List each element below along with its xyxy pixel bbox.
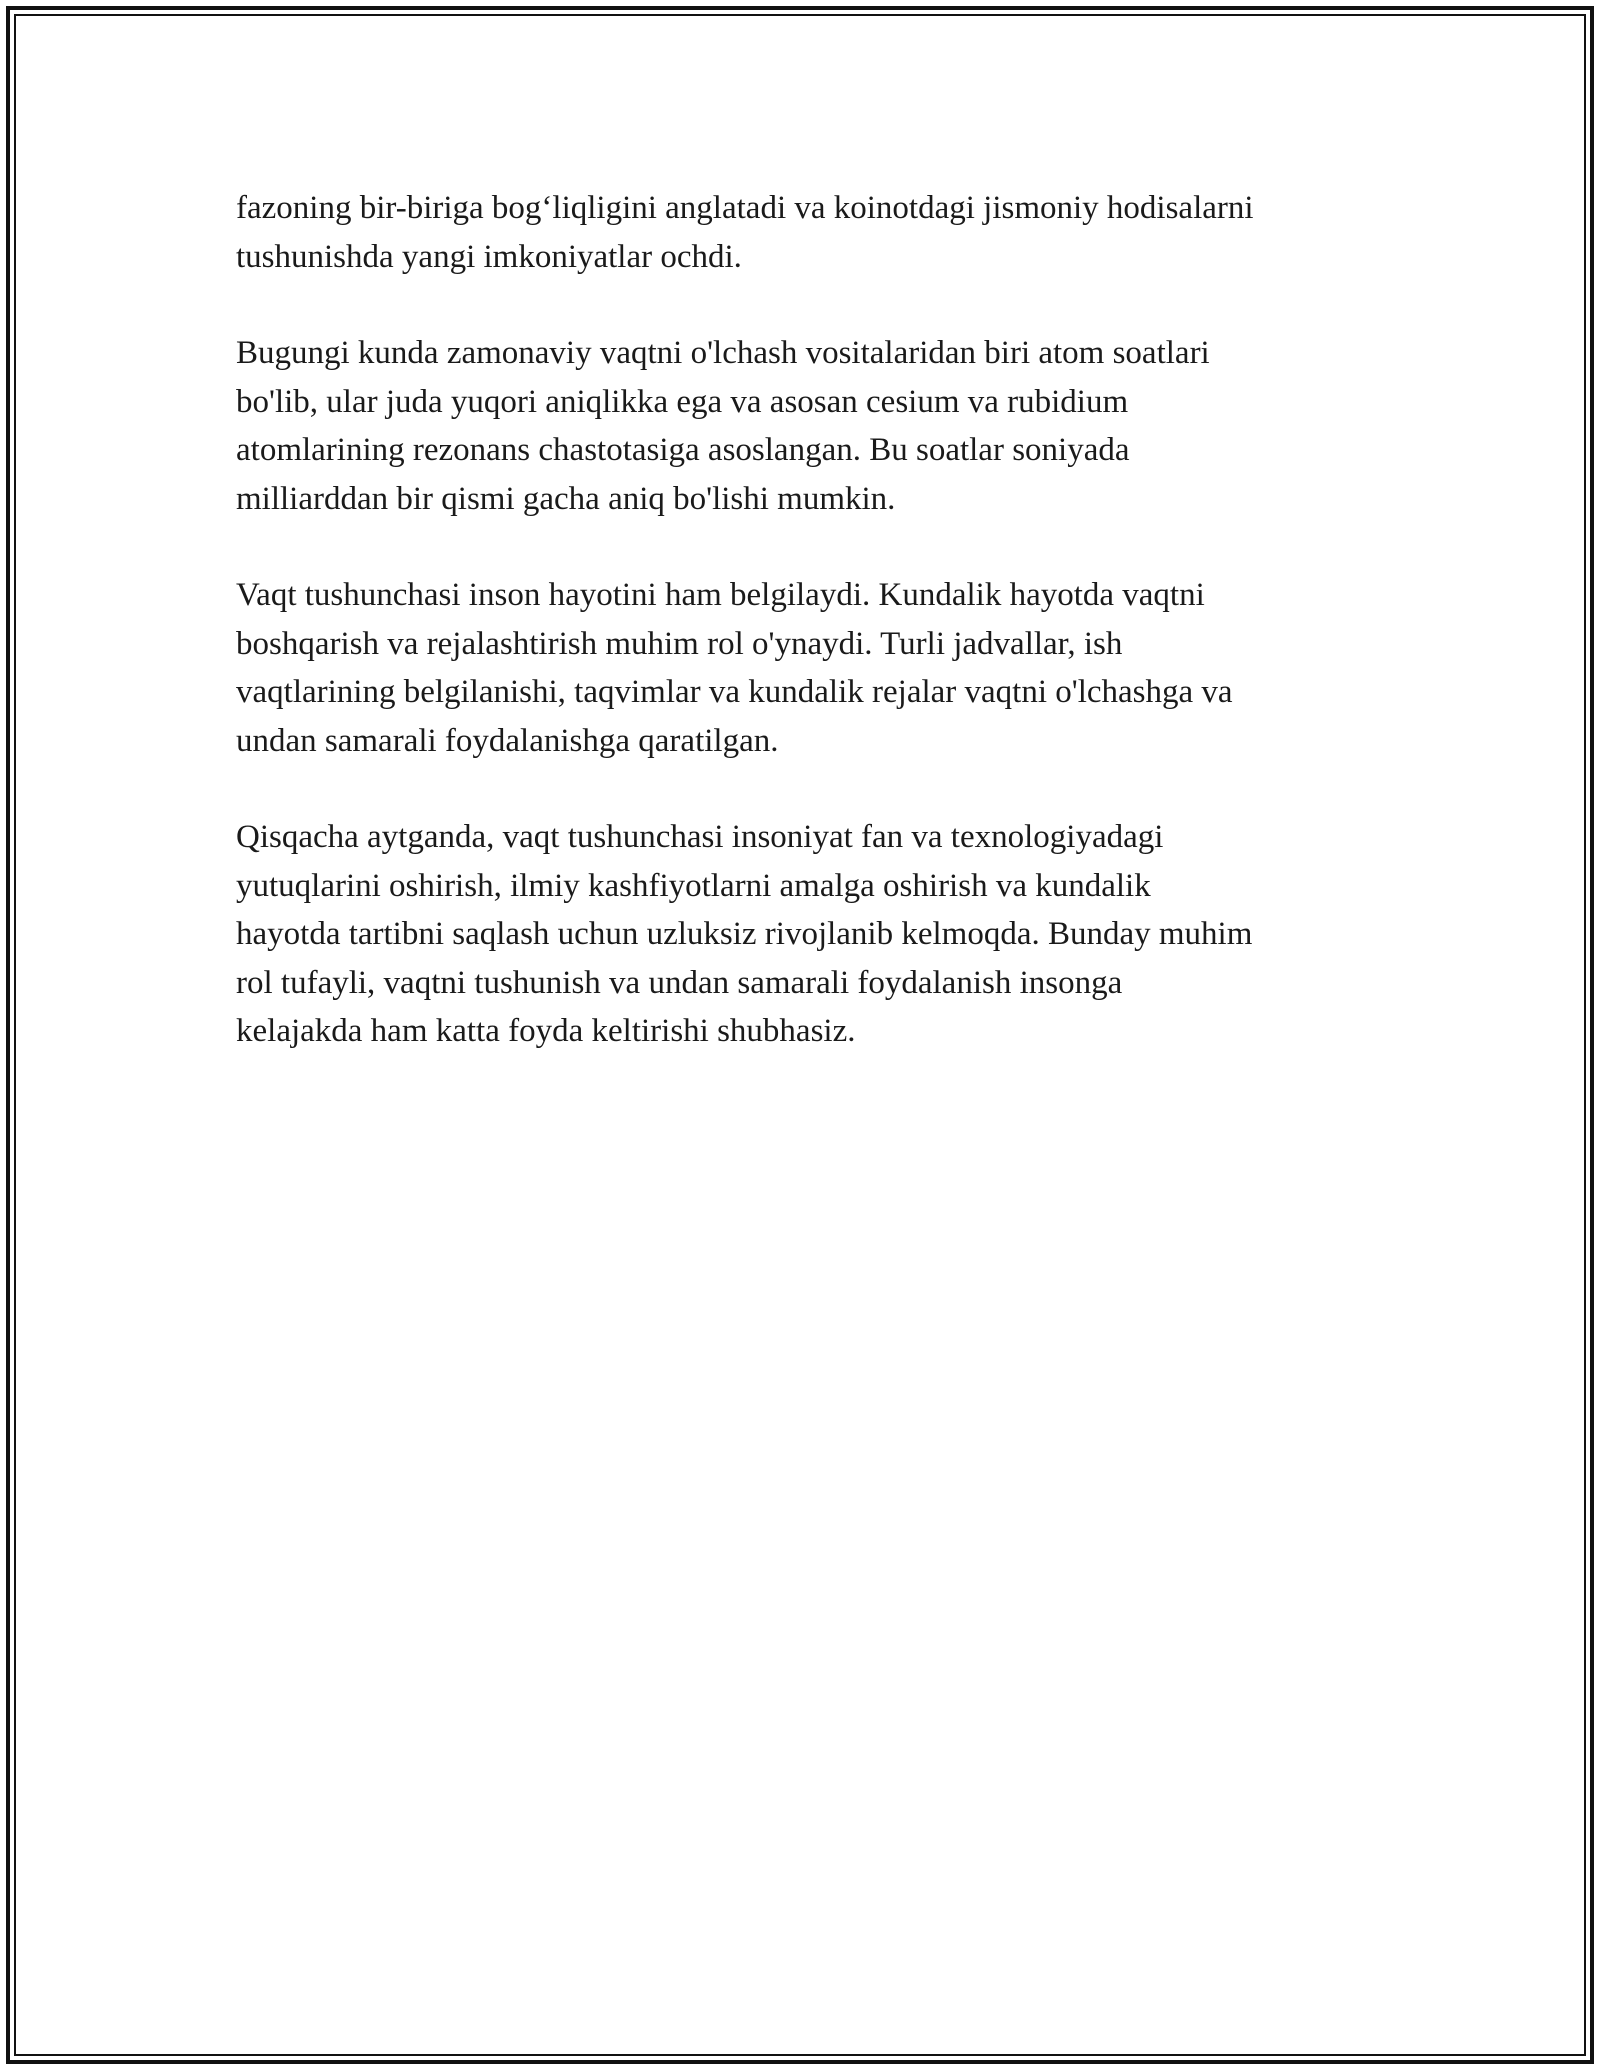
- text-line: Qisqacha aytganda, vaqt tushunchasi insoniyat fan va texnologiyadagi: [236, 819, 1164, 855]
- document-body: [236, 184, 1376, 1104]
- text-line: vaqtlarining belgilanishi, taqvimlar va kundalik rejalar vaqtni o'lchashga va: [236, 674, 1233, 710]
- paragraph: [236, 329, 1376, 523]
- paragraph: [236, 571, 1376, 765]
- paragraph: [236, 184, 1376, 281]
- text-line: bo'lib, ular juda yuqori aniqlikka ega va asosan cesium va rubidium: [236, 383, 1129, 420]
- text-line: boshqarish va rejalashtirish muhim rol o'ynaydi. Turli jadvallar, ish: [236, 625, 1123, 662]
- text-line: undan samarali foydalanishga qaratilgan.: [236, 722, 779, 759]
- text-line: atomlarining rezonans chastotasiga asoslangan. Bu soatlar soniyada: [236, 432, 1130, 468]
- text-line: fazoning bir-biriga bog‘liqligini anglatadi va koinotdagi jismoniy hodisalarni: [236, 190, 1254, 226]
- text-line: rol tufayli, vaqtni tushunish va undan samarali foydalanish insonga: [236, 964, 1123, 1001]
- text-line: Vaqt tushunchasi inson hayotini ham belgilaydi. Kundalik hayotda vaqtni: [236, 577, 1205, 613]
- text-line: Bugungi kunda zamonaviy vaqtni o'lchash vositalaridan biri atom soatlari: [236, 335, 1210, 371]
- text-line: yutuqlarini oshirish, ilmiy kashfiyotlarni amalga oshirish va kundalik: [236, 867, 1151, 904]
- text-line: milliarddan bir qismi gacha aniq bo'lishi mumkin.: [236, 480, 896, 517]
- paragraph: [236, 813, 1376, 1056]
- text-line: hayotda tartibni saqlash uchun uzluksiz rivojlanib kelmoqda. Bunday muhim: [236, 916, 1253, 952]
- text-line: tushunishda yangi imkoniyatlar ochdi.: [236, 238, 742, 275]
- text-line: kelajakda ham katta foyda keltirishi shubhasiz.: [236, 1013, 856, 1049]
